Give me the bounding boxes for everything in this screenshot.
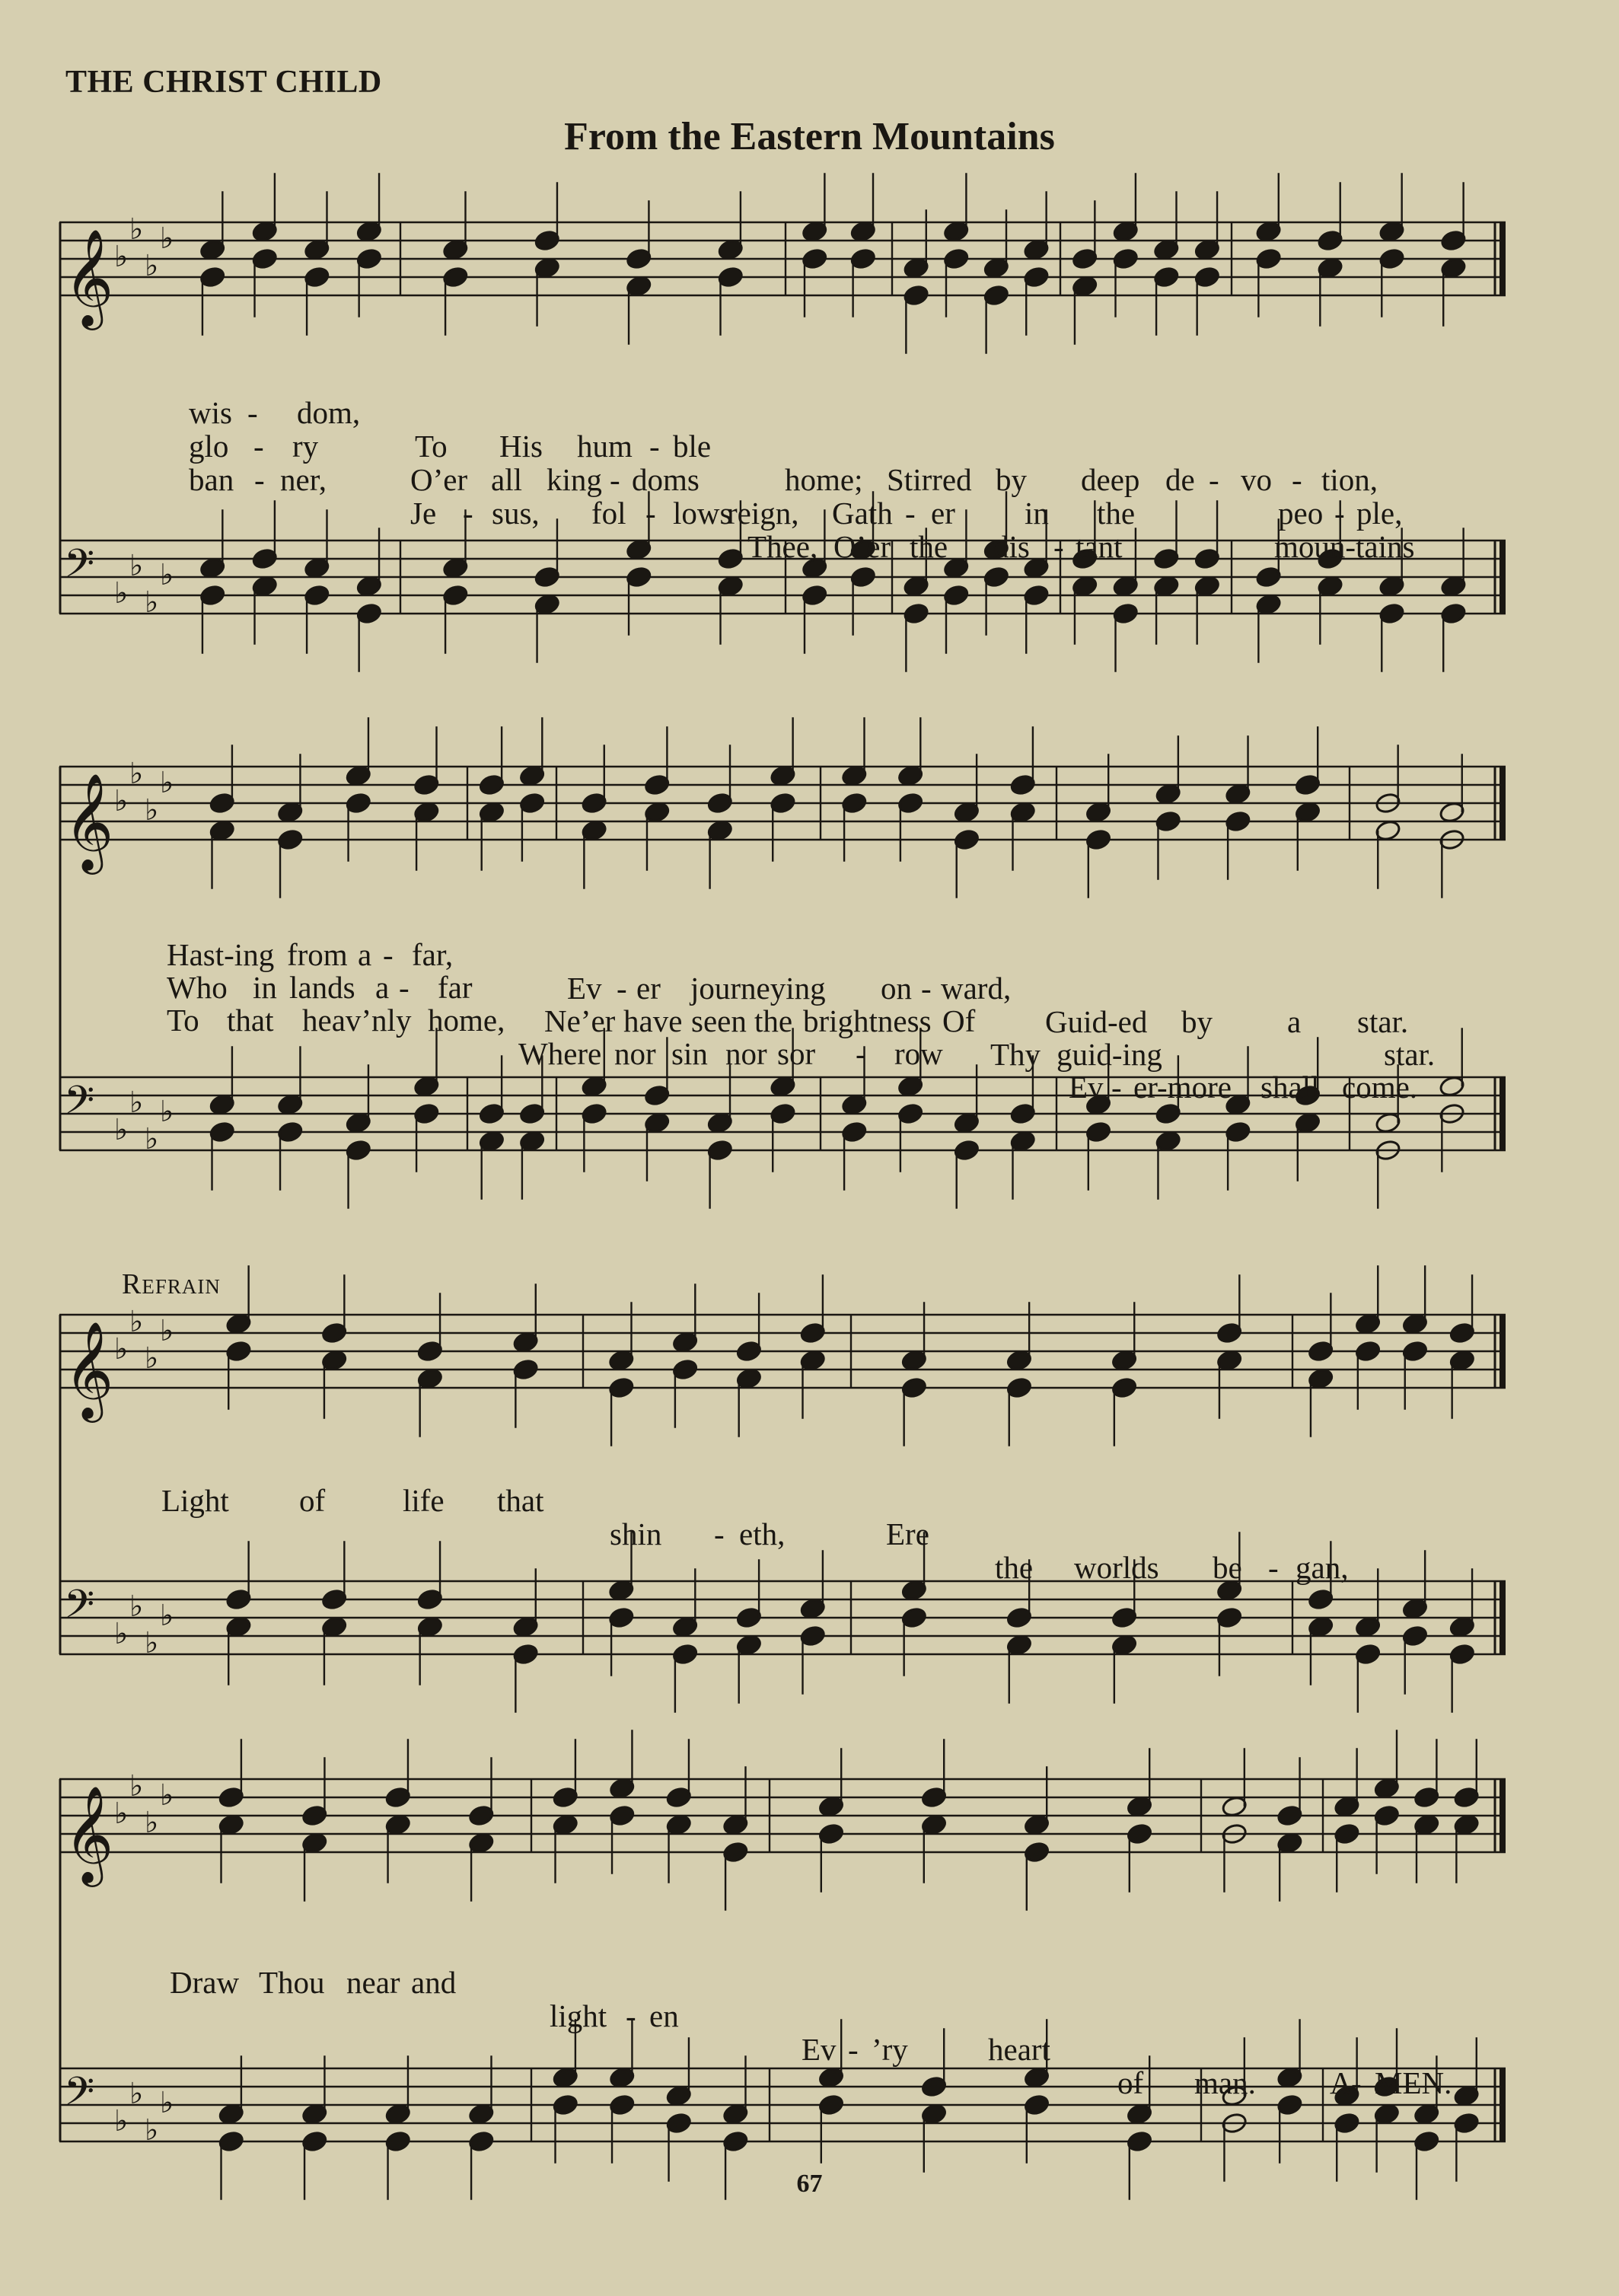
flat-icon: ♭ <box>114 784 129 818</box>
flat-icon: ♭ <box>129 1086 144 1120</box>
flat-icon: ♭ <box>145 1626 159 1660</box>
music-system-3 <box>59 1290 1506 1660</box>
flat-icon: ♭ <box>145 1122 159 1156</box>
refrain-line-1: Light of life that shin - eth, Ere the worlds be - gan, <box>161 1483 1349 1585</box>
flat-icon: ♭ <box>129 1769 144 1803</box>
flat-icon: ♭ <box>114 1332 129 1366</box>
verse-2-line-2: Who in lands a - far Ne’er have seen the brightness Of Thy guid-ing star. <box>167 970 1436 1072</box>
flat-icon: ♭ <box>160 1599 174 1633</box>
verse-2-line-1: glo - ry O’er all king - doms reign, Gath - er in the peo - ple, <box>189 429 1403 531</box>
verse-1-line-2: Hast-ing from a - far, Ev - er journeying on - ward, Guid-ed by a star. <box>167 937 1409 1039</box>
verse-3-line-2: To that heav’nly home, Where nor sin nor sor - row Ev - er-more shall come. <box>167 1003 1418 1105</box>
flat-icon: ♭ <box>160 222 174 256</box>
flat-icon: ♭ <box>160 2086 174 2120</box>
refrain-label: Refrain <box>122 1268 221 1300</box>
flat-icon: ♭ <box>160 558 174 592</box>
verse-1-line-1: wis - dom, To His hum - ble home; Stirred by deep de - vo - tion, <box>189 395 1378 497</box>
flat-icon: ♭ <box>160 1778 174 1813</box>
section-label: THE CHRIST CHILD <box>65 65 382 100</box>
flat-icon: ♭ <box>114 576 129 611</box>
flat-icon: ♭ <box>145 793 159 828</box>
flat-icon: ♭ <box>114 1113 129 1147</box>
flat-icon: ♭ <box>145 249 159 283</box>
flat-icon: ♭ <box>129 757 144 791</box>
music-system-2 <box>59 742 1506 1169</box>
flat-icon: ♭ <box>114 1617 129 1651</box>
refrain-line-2: Draw Thou near and light - en Ev - ’ry heart of man. A - MEN. <box>170 1965 1452 2100</box>
flat-icon: ♭ <box>160 1095 174 1129</box>
flat-icon: ♭ <box>114 1797 129 1831</box>
flat-icon: ♭ <box>145 1341 159 1376</box>
flat-icon: ♭ <box>114 240 129 274</box>
music-system-1 <box>59 198 1506 624</box>
bass-clef-icon: 𝄢 <box>64 1077 95 1133</box>
flat-icon: ♭ <box>145 585 159 620</box>
treble-clef-icon: 𝄞 <box>64 1322 114 1419</box>
flat-icon: ♭ <box>160 766 174 800</box>
flat-icon: ♭ <box>129 1590 144 1624</box>
treble-clef-icon: 𝄞 <box>64 1786 114 1883</box>
page-number: 67 <box>796 2170 823 2198</box>
flat-icon: ♭ <box>160 1314 174 1348</box>
flat-icon: ♭ <box>129 212 144 247</box>
bass-clef-icon: 𝄢 <box>64 1581 95 1637</box>
flat-icon: ♭ <box>129 2077 144 2111</box>
music-system-4 <box>59 1755 1506 2148</box>
flat-icon: ♭ <box>145 1806 159 1840</box>
flat-icon: ♭ <box>114 2104 129 2138</box>
flat-icon: ♭ <box>129 1305 144 1339</box>
treble-clef-icon: 𝄞 <box>64 229 114 327</box>
bass-clef-icon: 𝄢 <box>64 2068 95 2124</box>
hymn-title: From the Eastern Mountains <box>564 115 1055 158</box>
flat-icon: ♭ <box>145 2113 159 2148</box>
treble-clef-icon: 𝄞 <box>64 773 114 871</box>
bass-clef-icon: 𝄢 <box>64 541 95 596</box>
flat-icon: ♭ <box>129 549 144 583</box>
verse-3-line-1: ban - ner, Je - sus, fol - lows Thee, O’er the dis - tant moun-tains <box>189 462 1415 564</box>
